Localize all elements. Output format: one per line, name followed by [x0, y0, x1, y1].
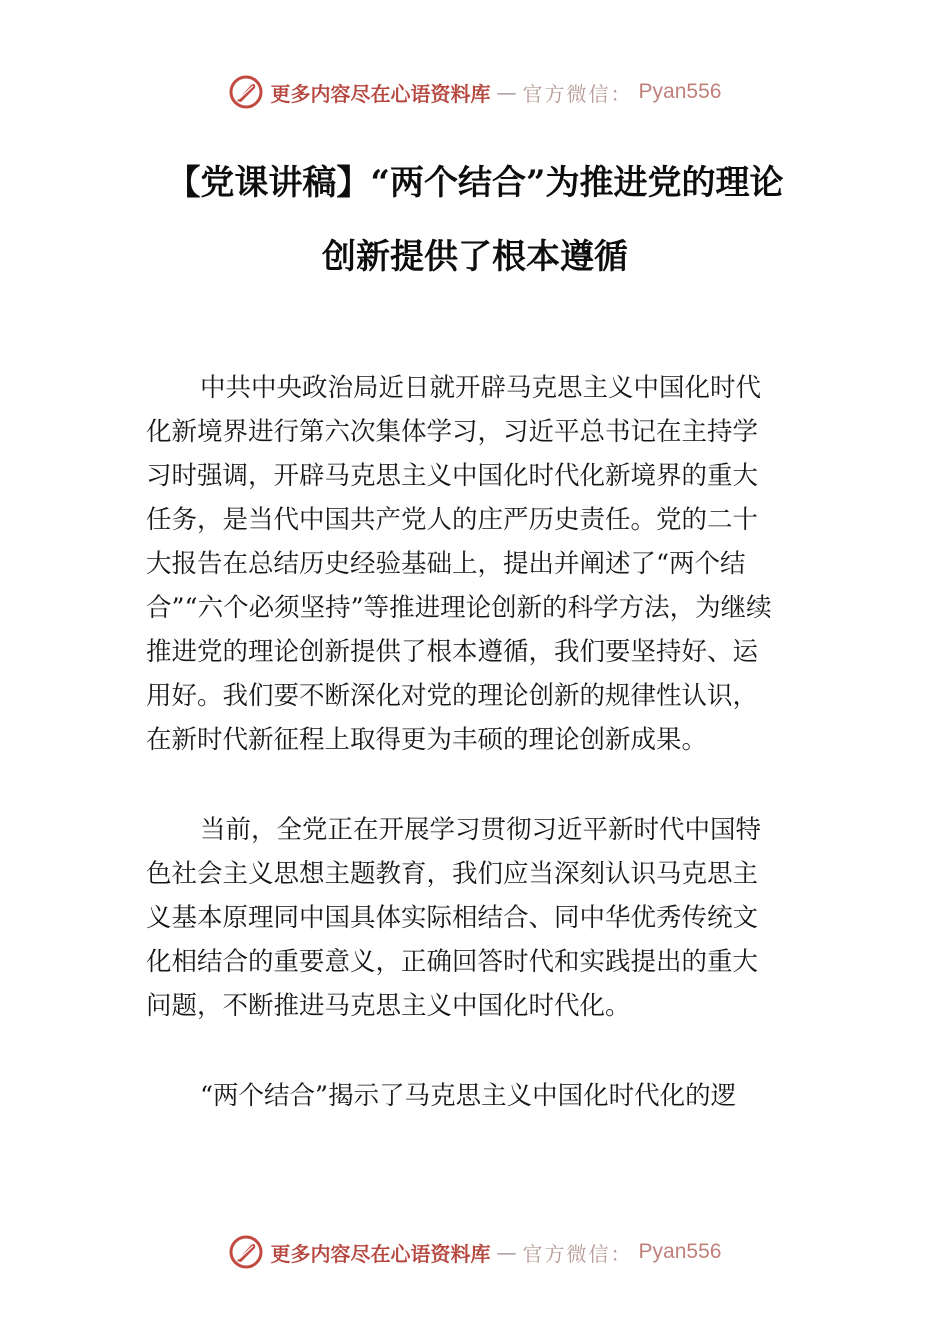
paragraph-1	[146, 366, 826, 762]
paragraph-line: “两个结合”揭示了马克思主义中国化时代化的逻	[200, 1081, 737, 1111]
quill-pen-logo-icon	[229, 1235, 263, 1269]
paragraph-line: 当前，全党正在开展学习贯彻习近平新时代中国特	[200, 815, 762, 845]
watermark-label: 官方微信：	[522, 81, 633, 106]
paragraph-line: 色社会主义思想主题教育，我们应当深刻认识马克思主	[146, 859, 759, 889]
paragraph-line: 大报告在总结历史经验基础上，提出并阐述了“两个结	[146, 549, 746, 579]
paragraph-line: 习时强调，开辟马克思主义中国化时代化新境界的重大	[146, 461, 759, 491]
paragraph-line: 问题，不断推进马克思主义中国化时代化。	[146, 991, 631, 1021]
paragraph-line: 化新境界进行第六次集体学习，习近平总书记在主持学	[146, 417, 759, 447]
watermark-main-text: 更多内容尽在心语资料库	[270, 1241, 491, 1266]
paragraph-line: 推进党的理论创新提供了根本遵循，我们要坚持好、运	[146, 637, 759, 667]
footer-watermark	[0, 1230, 950, 1274]
watermark-main-text: 更多内容尽在心语资料库	[270, 81, 491, 106]
paragraph-line: 中共中央政治局近日就开辟马克思主义中国化时代	[200, 373, 762, 403]
paragraph-line: 任务，是当代中国共产党人的庄严历史责任。党的二十	[146, 505, 759, 535]
title-line: 【党课讲稿】“两个结合”为推进党的理论	[166, 163, 784, 203]
quill-pen-logo-icon	[229, 75, 263, 109]
header-watermark	[0, 70, 950, 114]
title-line: 创新提供了根本遵循	[322, 237, 628, 277]
watermark-label: 官方微信：	[522, 1241, 633, 1266]
watermark-dash: —	[496, 80, 517, 104]
document-title	[60, 146, 890, 294]
paragraph-3	[146, 1074, 826, 1118]
paragraph-line: 用好。我们要不断深化对党的理论创新的规律性认识，	[146, 681, 759, 711]
paragraph-line: 合”“六个必须坚持”等推进理论创新的科学方法，为继续	[146, 593, 772, 623]
paragraph-line: 化相结合的重要意义，正确回答时代和实践提出的重大	[146, 947, 759, 977]
paragraph-2	[146, 808, 826, 1028]
paragraph-line: 在新时代新征程上取得更为丰硕的理论创新成果。	[146, 725, 708, 755]
paragraph-line: 义基本原理同中国具体实际相结合、同中华优秀传统文	[146, 903, 759, 933]
watermark-wechat-id: Pyan556	[638, 80, 722, 103]
watermark-wechat-id: Pyan556	[638, 1240, 722, 1263]
watermark-dash: —	[496, 1240, 517, 1264]
